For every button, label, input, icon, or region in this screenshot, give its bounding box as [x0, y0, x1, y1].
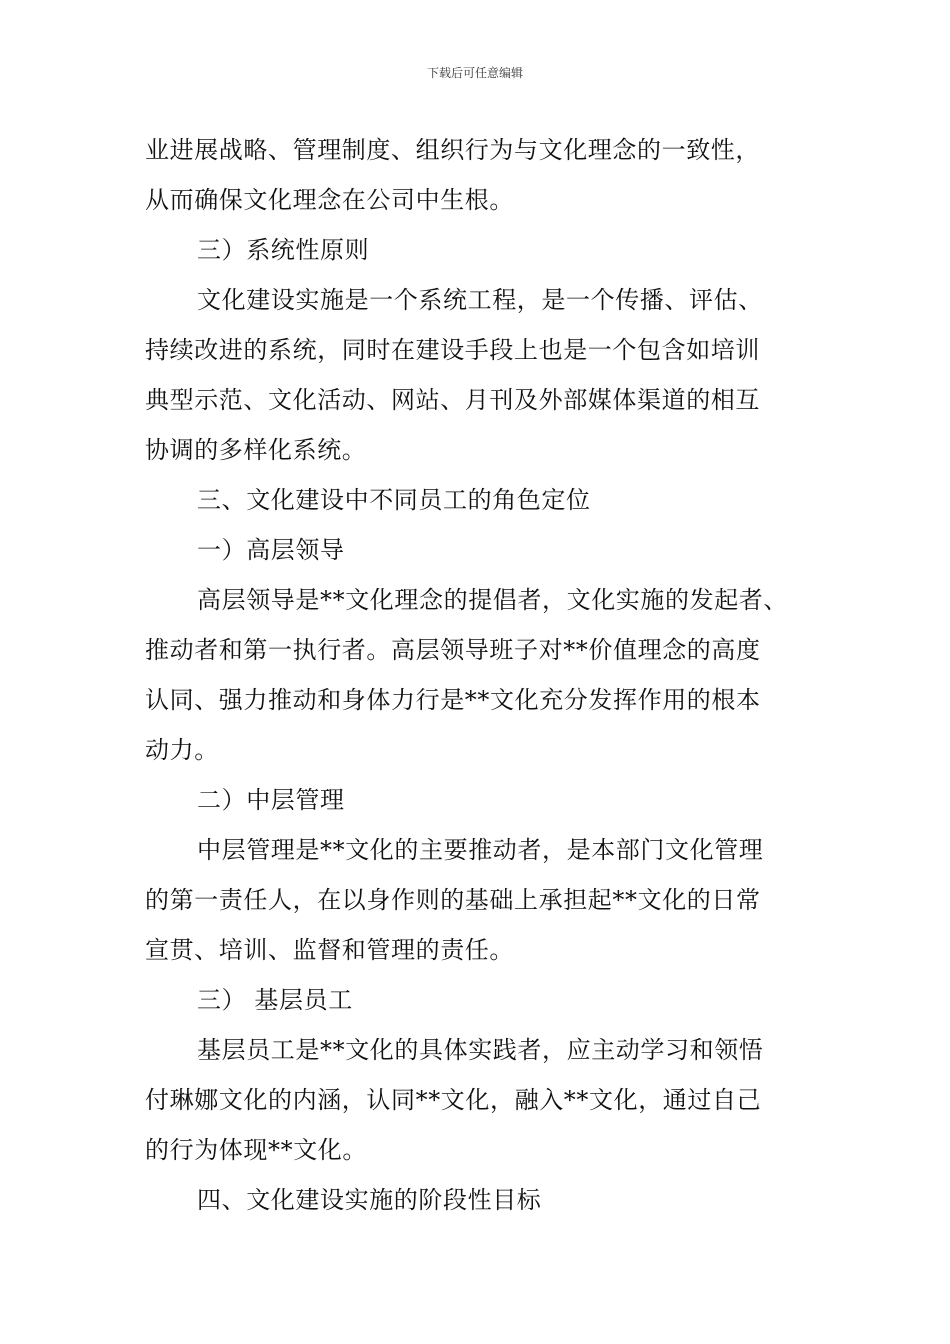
text-line: 中层管理是**文化的主要推动者，是本部门文化管理 [197, 836, 764, 864]
page-header: 下载后可任意编辑 [426, 66, 523, 80]
text-line: 高层领导是**文化理念的提倡者，文化实施的发起者、 [197, 586, 788, 614]
text-line: 协调的多样化系统。 [145, 436, 367, 464]
text-line: 宣贯、培训、监督和管理的责任。 [145, 936, 514, 964]
text-line: 业进展战略、管理制度、组织行为与文化理念的一致性， [145, 136, 760, 164]
document-body [145, 125, 820, 1225]
text-line: 的第一责任人，在以身作则的基础上承担起**文化的日常 [145, 886, 761, 914]
text-line: 推动者和第一执行者。高层领导班子对**价值理念的高度 [145, 636, 761, 664]
text-line: 三）系统性原则 [197, 236, 370, 264]
text-line: 认同、强力推动和身体力行是**文化充分发挥作用的根本 [145, 686, 761, 714]
text-line: 付琳娜文化的内涵，认同**文化，融入**文化，通过自己 [145, 1086, 762, 1114]
text-line: 三、文化建设中不同员工的角色定位 [197, 486, 591, 514]
text-line: 典型示范、文化活动、网站、月刊及外部媒体渠道的相互 [145, 386, 760, 414]
text-line: 二）中层管理 [197, 786, 345, 814]
text-line: 持续改进的系统，同时在建设手段上也是一个包含如培训 [145, 336, 760, 364]
text-line: 基层员工是**文化的具体实践者，应主动学习和领悟 [197, 1036, 764, 1064]
text-line: 四、文化建设实施的阶段性目标 [197, 1186, 542, 1214]
text-line: 三） 基层员工 [197, 986, 353, 1014]
text-line: 动力。 [145, 736, 219, 764]
text-line: 文化建设实施是一个系统工程，是一个传播、评估、 [197, 286, 763, 314]
text-line: 从而确保文化理念在公司中生根。 [145, 186, 514, 214]
text-line: 的行为体现**文化。 [145, 1136, 367, 1164]
text-line: 一）高层领导 [197, 536, 345, 564]
